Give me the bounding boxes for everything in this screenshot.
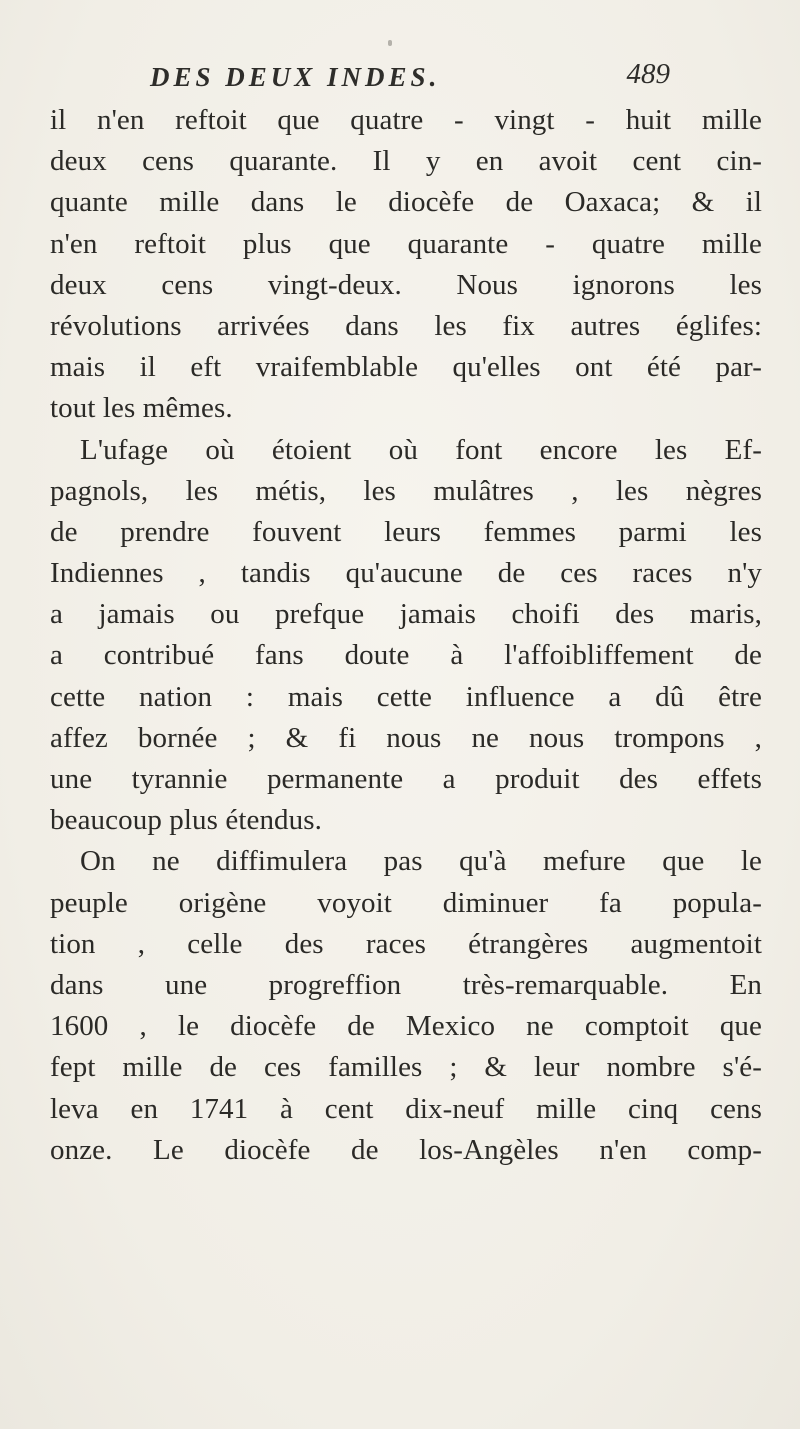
text-line: de prendre fouvent leurs femmes parmi les: [50, 515, 762, 548]
text-line: deux cens vingt-deux. Nous ignorons les: [50, 268, 762, 301]
page-number: 489: [626, 58, 670, 90]
text-line: Indiennes , tandis qu'aucune de ces races n'y: [50, 557, 762, 590]
text-line: beaucoup plus étendus.: [50, 804, 322, 837]
page-header: [150, 58, 670, 102]
text-line: dans une progreffion très-remarquable. En: [50, 968, 762, 1001]
text-line: fept mille de ces familles ; & leur nombre s'é-: [50, 1051, 762, 1084]
text-line: mais il eft vraifemblable qu'elles ont été par-: [50, 351, 762, 384]
text-line: a jamais ou prefque jamais choifi des maris,: [50, 598, 762, 631]
text-line: deux cens quarante. Il y en avoit cent cin-: [50, 145, 762, 178]
text-line: onze. Le diocèfe de los-Angèles n'en comp-: [50, 1133, 762, 1166]
text-line: On ne diffimulera pas qu'à mefure que le: [80, 845, 762, 878]
text-line: cette nation : mais cette influence a dû être: [50, 680, 762, 713]
ink-speck: [388, 40, 392, 46]
text-line: quante mille dans le diocèfe de Oaxaca; & il: [50, 186, 762, 219]
text-line: une tyrannie permanente a produit des effets: [50, 763, 762, 795]
text-line: tion , celle des races étrangères augmentoit: [50, 927, 762, 960]
text-line: pagnols, les métis, les mulâtres , les nègres: [50, 474, 762, 507]
body-text: [50, 100, 762, 1171]
text-line: il n'en reftoit que quatre - vingt - huit mille: [50, 104, 762, 136]
text-line: a contribué fans doute à l'affoibliffement de: [50, 639, 762, 672]
text-line: leva en 1741 à cent dix-neuf mille cinq cens: [50, 1092, 762, 1125]
text-line: révolutions arrivées dans les fix autres églifes:: [50, 309, 762, 342]
text-line: n'en reftoit plus que quarante - quatre mille: [50, 227, 762, 260]
text-line: L'ufage où étoient où font encore les Ef-: [80, 433, 762, 466]
text-line: 1600 , le diocèfe de Mexico ne comptoit que: [50, 1010, 762, 1043]
running-title: DES DEUX INDES.: [150, 62, 441, 92]
text-line: affez bornée ; & fi nous ne nous trompons ,: [50, 721, 762, 754]
text-line: peuple origène voyoit diminuer fa popula-: [50, 886, 762, 919]
text-line: tout les mêmes.: [50, 392, 233, 425]
